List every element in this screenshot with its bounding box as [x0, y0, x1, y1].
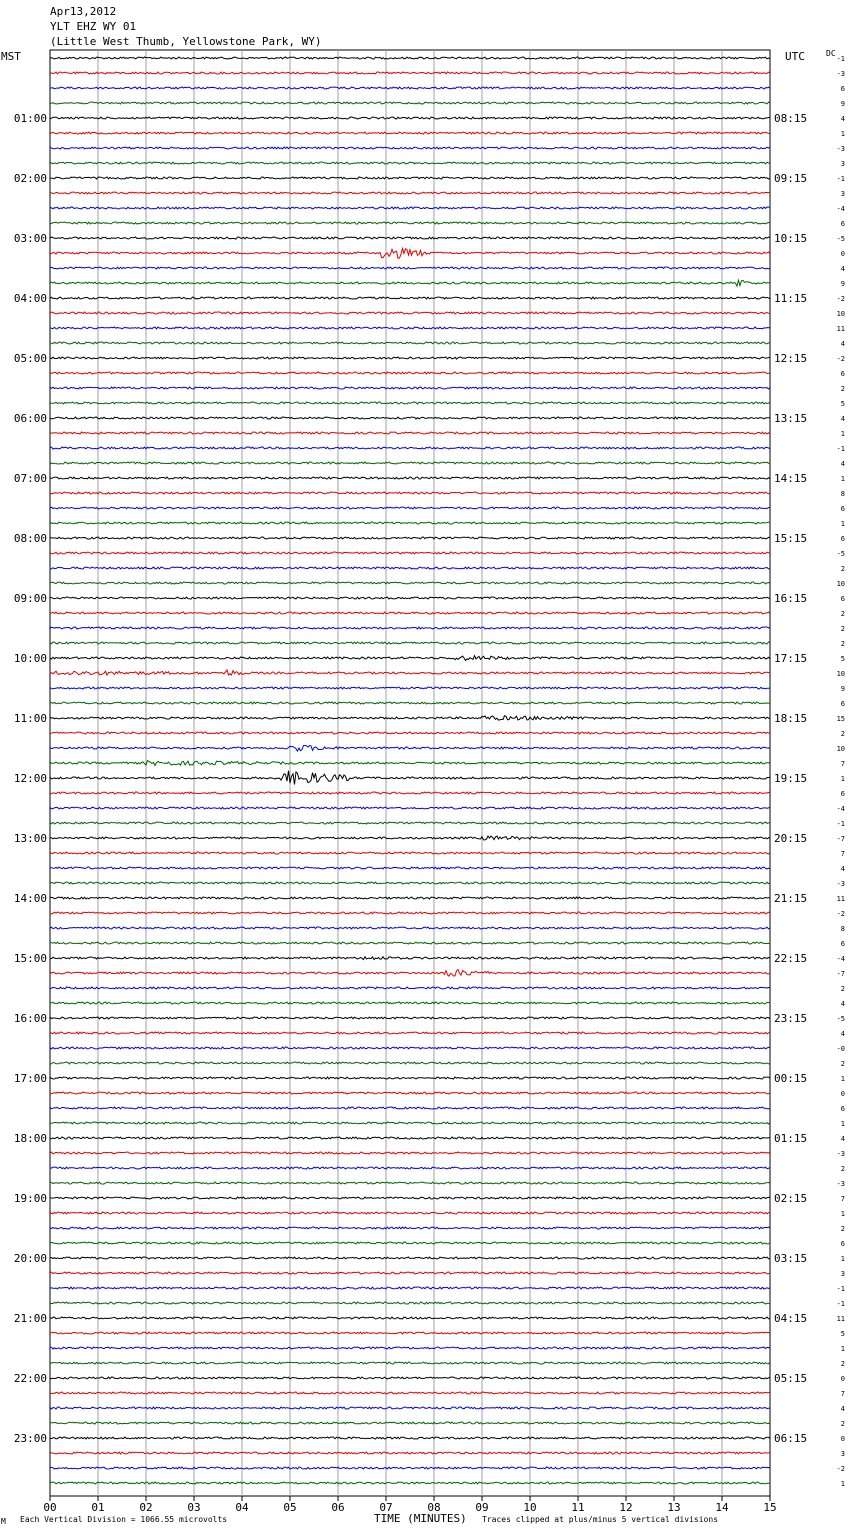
- left-hour-label: 19:00: [13, 1192, 47, 1205]
- dc-offset-value: -1: [836, 1285, 845, 1293]
- seismic-trace: [50, 792, 770, 794]
- left-hour-label: 03:00: [13, 232, 47, 245]
- dc-offset-value: 7: [840, 1390, 845, 1398]
- dc-offset-value: -1: [836, 55, 845, 63]
- seismic-trace: [50, 867, 770, 869]
- dc-offset-value: 9: [840, 280, 845, 288]
- seismic-trace: [50, 1482, 770, 1484]
- dc-offset-value: -1: [836, 1300, 845, 1308]
- seismic-trace: [50, 1347, 770, 1349]
- seismic-trace: [50, 1437, 770, 1439]
- right-hour-label: 09:15: [774, 172, 808, 185]
- seismic-trace: [50, 716, 770, 720]
- x-tick-label: 06: [331, 1501, 345, 1514]
- seismic-trace: [50, 222, 770, 224]
- seismic-trace: [50, 927, 770, 929]
- right-hour-label: 13:15: [774, 412, 808, 425]
- seismic-trace: [50, 1392, 770, 1394]
- seismic-trace: [50, 1377, 770, 1379]
- seismic-trace: [50, 357, 770, 359]
- dc-offset-value: 10: [836, 670, 845, 678]
- seismic-trace: [50, 522, 770, 524]
- dc-offset-value: 6: [840, 535, 845, 543]
- seismic-trace: [50, 432, 770, 434]
- left-hour-label: 10:00: [13, 652, 47, 665]
- left-hour-label: 01:00: [13, 112, 47, 125]
- seismic-trace: [50, 771, 770, 785]
- seismic-trace: [50, 462, 770, 464]
- seismic-trace: [50, 687, 770, 689]
- seismic-trace: [50, 1227, 770, 1229]
- seismic-trace: [50, 1452, 770, 1454]
- dc-offset-label: DC: [826, 49, 836, 58]
- seismic-trace: [50, 627, 770, 629]
- dc-offset-value: 2: [840, 385, 845, 393]
- seismic-trace: [50, 177, 770, 179]
- seismic-trace: [50, 912, 770, 914]
- seismic-trace: [50, 1137, 770, 1139]
- right-hour-label: 19:15: [774, 772, 808, 785]
- dc-offset-value: -5: [836, 550, 845, 558]
- seismic-trace: [50, 477, 770, 479]
- dc-offset-value: -7: [836, 970, 845, 978]
- dc-offset-value: 2: [840, 565, 845, 573]
- dc-offset-value: 0: [840, 1375, 845, 1383]
- left-hour-label: 11:00: [13, 712, 47, 725]
- dc-offset-value: 1: [840, 1075, 845, 1083]
- dc-offset-value: 1: [840, 130, 845, 138]
- left-hour-label: 18:00: [13, 1132, 47, 1145]
- x-tick-label: 09: [475, 1501, 489, 1514]
- dc-offset-value: 8: [840, 490, 845, 498]
- seismic-trace: [50, 507, 770, 509]
- dc-offset-value: 3: [840, 190, 845, 198]
- seismic-trace: [50, 1317, 770, 1319]
- seismic-trace: [50, 1182, 770, 1184]
- seismic-trace: [50, 761, 770, 766]
- left-hour-label: 12:00: [13, 772, 47, 785]
- dc-offset-value: 4: [840, 1135, 845, 1143]
- seismic-trace: [50, 447, 770, 449]
- right-hour-label: 14:15: [774, 472, 808, 485]
- dc-offset-value: 4: [840, 415, 845, 423]
- x-tick-label: 03: [187, 1501, 201, 1514]
- dc-offset-value: 10: [836, 310, 845, 318]
- seismic-trace: [50, 237, 770, 239]
- dc-offset-value: 6: [840, 505, 845, 513]
- seismic-trace: [50, 207, 770, 209]
- right-hour-label: 08:15: [774, 112, 808, 125]
- seismic-trace: [50, 249, 770, 259]
- x-tick-label: 13: [667, 1501, 681, 1514]
- dc-offset-value: 3: [840, 160, 845, 168]
- dc-offset-value: 2: [840, 1165, 845, 1173]
- seismic-trace: [50, 970, 770, 977]
- seismic-trace: [50, 597, 770, 599]
- dc-offset-value: -3: [836, 880, 845, 888]
- left-hour-label: 09:00: [13, 592, 47, 605]
- dc-offset-value: -2: [836, 355, 845, 363]
- seismic-trace: [50, 1017, 770, 1019]
- dc-offset-value: 2: [840, 640, 845, 648]
- seismic-trace: [50, 942, 770, 944]
- dc-offset-value: 11: [836, 325, 845, 333]
- seismic-trace: [50, 147, 770, 149]
- right-hour-label: 10:15: [774, 232, 808, 245]
- seismic-trace: [50, 267, 770, 269]
- right-hour-label: 12:15: [774, 352, 808, 365]
- seismic-trace: [50, 280, 770, 286]
- left-timezone-label: MST: [1, 50, 21, 63]
- dc-offset-value: 9: [840, 100, 845, 108]
- left-hour-label: 15:00: [13, 952, 47, 965]
- seismic-trace: [50, 312, 770, 314]
- right-hour-label: 06:15: [774, 1432, 808, 1445]
- seismic-trace: [50, 987, 770, 989]
- dc-offset-value: 1: [840, 430, 845, 438]
- left-hour-label: 23:00: [13, 1432, 47, 1445]
- clip-note: Traces clipped at plus/minus 5 vertical divisions: [482, 1515, 719, 1524]
- dc-offset-value: 6: [840, 85, 845, 93]
- dc-offset-value: 7: [840, 850, 845, 858]
- dc-offset-value: 1: [840, 475, 845, 483]
- dc-offset-value: 6: [840, 940, 845, 948]
- dc-offset-value: -1: [836, 445, 845, 453]
- dc-offset-value: 1: [840, 1345, 845, 1353]
- dc-offset-value: 2: [840, 1225, 845, 1233]
- x-tick-label: 04: [235, 1501, 249, 1514]
- dc-offset-value: 11: [836, 1315, 845, 1323]
- dc-offset-value: 6: [840, 1240, 845, 1248]
- scale-note: Each Vertical Division = 1066.55 microvolts: [20, 1515, 228, 1524]
- right-hour-label: 11:15: [774, 292, 808, 305]
- dc-offset-value: 10: [836, 580, 845, 588]
- x-tick-label: 12: [619, 1501, 633, 1514]
- dc-offset-value: -1: [836, 175, 845, 183]
- corner-mark: M: [1, 1517, 6, 1526]
- dc-offset-value: 4: [840, 1000, 845, 1008]
- seismic-trace: [50, 882, 770, 884]
- dc-offset-value: -4: [836, 805, 845, 813]
- seismic-trace: [50, 822, 770, 824]
- right-hour-label: 00:15: [774, 1072, 808, 1085]
- dc-offset-value: 4: [840, 340, 845, 348]
- seismic-trace: [50, 537, 770, 539]
- dc-offset-value: 1: [840, 520, 845, 528]
- dc-offset-value: 4: [840, 1030, 845, 1038]
- dc-offset-value: 0: [840, 1435, 845, 1443]
- seismic-trace: [50, 1362, 770, 1364]
- seismic-trace: [50, 656, 770, 661]
- seismic-trace: [50, 1002, 770, 1004]
- seismic-trace: [50, 1047, 770, 1049]
- seismic-trace: [50, 102, 770, 104]
- dc-offset-value: 4: [840, 460, 845, 468]
- seismic-trace: [50, 1032, 770, 1034]
- seismic-trace: [50, 746, 770, 752]
- seismic-trace: [50, 957, 770, 960]
- dc-offset-value: 3: [840, 1270, 845, 1278]
- dc-offset-value: -5: [836, 1015, 845, 1023]
- dc-offset-value: -4: [836, 205, 845, 213]
- dc-offset-value: -2: [836, 910, 845, 918]
- dc-offset-value: 11: [836, 895, 845, 903]
- seismic-trace: [50, 1257, 770, 1259]
- x-tick-label: 11: [571, 1501, 585, 1514]
- left-hour-label: 21:00: [13, 1312, 47, 1325]
- seismic-trace: [50, 836, 770, 840]
- dc-offset-value: 0: [840, 250, 845, 258]
- dc-offset-value: 4: [840, 115, 845, 123]
- seismic-trace: [50, 1197, 770, 1199]
- dc-offset-value: 2: [840, 1420, 845, 1428]
- left-hour-label: 17:00: [13, 1072, 47, 1085]
- seismic-trace: [50, 642, 770, 644]
- dc-offset-value: -3: [836, 145, 845, 153]
- dc-offset-value: 15: [836, 715, 845, 723]
- dc-offset-value: -1: [836, 820, 845, 828]
- right-timezone-label: UTC: [785, 50, 805, 63]
- dc-offset-value: 4: [840, 1405, 845, 1413]
- seismic-trace: [50, 897, 770, 899]
- left-hour-label: 06:00: [13, 412, 47, 425]
- right-hour-label: 15:15: [774, 532, 808, 545]
- dc-offset-value: -3: [836, 1180, 845, 1188]
- seismic-trace: [50, 162, 770, 164]
- dc-offset-value: 6: [840, 220, 845, 228]
- seismic-trace: [50, 57, 770, 59]
- dc-offset-value: 5: [840, 400, 845, 408]
- seismic-trace: [50, 1407, 770, 1409]
- left-hour-label: 16:00: [13, 1012, 47, 1025]
- seismic-trace: [50, 192, 770, 194]
- dc-offset-value: -2: [836, 295, 845, 303]
- seismic-trace: [50, 807, 770, 809]
- seismic-trace: [50, 702, 770, 704]
- seismic-trace: [50, 1077, 770, 1079]
- seismic-trace: [50, 1272, 770, 1274]
- dc-offset-value: 2: [840, 730, 845, 738]
- dc-offset-value: 7: [840, 1195, 845, 1203]
- dc-offset-value: -2: [836, 1465, 845, 1473]
- seismic-trace: [50, 1302, 770, 1304]
- x-tick-label: 07: [379, 1501, 393, 1514]
- dc-offset-value: 0: [840, 1090, 845, 1098]
- seismic-trace: [50, 582, 770, 584]
- seismic-trace: [50, 1092, 770, 1094]
- right-hour-label: 20:15: [774, 832, 808, 845]
- x-tick-label: 14: [715, 1501, 729, 1514]
- right-hour-label: 05:15: [774, 1372, 808, 1385]
- dc-offset-value: 8: [840, 925, 845, 933]
- dc-offset-value: 2: [840, 1060, 845, 1068]
- seismic-trace: [50, 117, 770, 119]
- x-axis-title: TIME (MINUTES): [374, 1512, 467, 1525]
- dc-offset-value: 3: [840, 1450, 845, 1458]
- seismic-trace: [50, 1107, 770, 1109]
- seismic-trace: [50, 132, 770, 134]
- dc-offset-value: 1: [840, 1255, 845, 1263]
- seismic-trace: [50, 670, 770, 675]
- dc-offset-value: -5: [836, 235, 845, 243]
- left-hour-label: 02:00: [13, 172, 47, 185]
- dc-offset-value: 6: [840, 790, 845, 798]
- dc-offset-value: 5: [840, 655, 845, 663]
- seismic-trace: [50, 1287, 770, 1289]
- x-tick-label: 10: [523, 1501, 537, 1514]
- right-hour-label: 16:15: [774, 592, 808, 605]
- right-hour-label: 04:15: [774, 1312, 808, 1325]
- seismic-trace: [50, 402, 770, 404]
- seismic-trace: [50, 1467, 770, 1469]
- seismic-trace: [50, 1212, 770, 1214]
- seismic-trace: [50, 612, 770, 614]
- dc-offset-value: 5: [840, 1330, 845, 1338]
- seismic-trace: [50, 552, 770, 554]
- left-hour-label: 04:00: [13, 292, 47, 305]
- left-hour-label: 20:00: [13, 1252, 47, 1265]
- seismic-trace: [50, 327, 770, 329]
- dc-offset-value: -4: [836, 955, 845, 963]
- dc-offset-value: 10: [836, 745, 845, 753]
- dc-offset-value: 2: [840, 985, 845, 993]
- left-hour-label: 08:00: [13, 532, 47, 545]
- dc-offset-value: 6: [840, 370, 845, 378]
- header-station: YLT EHZ WY 01: [50, 20, 137, 33]
- dc-offset-value: 2: [840, 625, 845, 633]
- header-location: (Little West Thumb, Yellowstone Park, WY): [50, 35, 322, 48]
- dc-offset-value: 1: [840, 1120, 845, 1128]
- left-hour-label: 14:00: [13, 892, 47, 905]
- x-tick-label: 05: [283, 1501, 297, 1514]
- seismic-trace: [50, 1422, 770, 1424]
- dc-offset-value: 1: [840, 1210, 845, 1218]
- seismic-trace: [50, 492, 770, 494]
- dc-offset-value: 1: [840, 1480, 845, 1488]
- seismic-trace: [50, 732, 770, 734]
- dc-offset-value: -3: [836, 70, 845, 78]
- dc-offset-value: 4: [840, 265, 845, 273]
- dc-offset-value: 6: [840, 1105, 845, 1113]
- dc-offset-value: -3: [836, 1150, 845, 1158]
- dc-offset-value: 4: [840, 865, 845, 873]
- dc-offset-value: 2: [840, 1360, 845, 1368]
- right-hour-label: 17:15: [774, 652, 808, 665]
- right-hour-label: 21:15: [774, 892, 808, 905]
- x-tick-label: 15: [763, 1501, 777, 1514]
- right-hour-label: 01:15: [774, 1132, 808, 1145]
- x-tick-label: 02: [139, 1501, 153, 1514]
- right-hour-label: 22:15: [774, 952, 808, 965]
- x-tick-label: 08: [427, 1501, 441, 1514]
- seismic-trace: [50, 852, 770, 854]
- right-hour-label: 03:15: [774, 1252, 808, 1265]
- left-hour-label: 05:00: [13, 352, 47, 365]
- seismic-trace: [50, 297, 770, 299]
- left-hour-label: 22:00: [13, 1372, 47, 1385]
- header-date: Apr13,2012: [50, 5, 117, 18]
- right-hour-label: 23:15: [774, 1012, 808, 1025]
- seismic-trace: [50, 1332, 770, 1334]
- seismic-trace: [50, 1242, 770, 1244]
- x-tick-label: 01: [91, 1501, 105, 1514]
- dc-offset-value: 9: [840, 685, 845, 693]
- right-hour-label: 18:15: [774, 712, 808, 725]
- seismic-trace: [50, 1062, 770, 1064]
- seismic-trace: [50, 387, 770, 389]
- left-hour-label: 07:00: [13, 472, 47, 485]
- left-hour-label: 13:00: [13, 832, 47, 845]
- seismic-trace: [50, 1122, 770, 1124]
- seismic-trace: [50, 567, 770, 569]
- dc-offset-value: 6: [840, 595, 845, 603]
- dc-offset-value: 6: [840, 700, 845, 708]
- seismic-trace: [50, 342, 770, 344]
- seismic-trace: [50, 417, 770, 419]
- seismic-trace: [50, 87, 770, 89]
- dc-offset-value: 2: [840, 610, 845, 618]
- dc-offset-value: -7: [836, 835, 845, 843]
- seismic-trace: [50, 1167, 770, 1169]
- dc-offset-value: -0: [836, 1045, 845, 1053]
- dc-offset-value: 1: [840, 775, 845, 783]
- x-tick-label: 00: [43, 1501, 57, 1514]
- seismic-trace: [50, 1152, 770, 1154]
- seismic-trace: [50, 72, 770, 74]
- dc-offset-value: 7: [840, 760, 845, 768]
- seismic-trace: [50, 372, 770, 374]
- right-hour-label: 02:15: [774, 1192, 808, 1205]
